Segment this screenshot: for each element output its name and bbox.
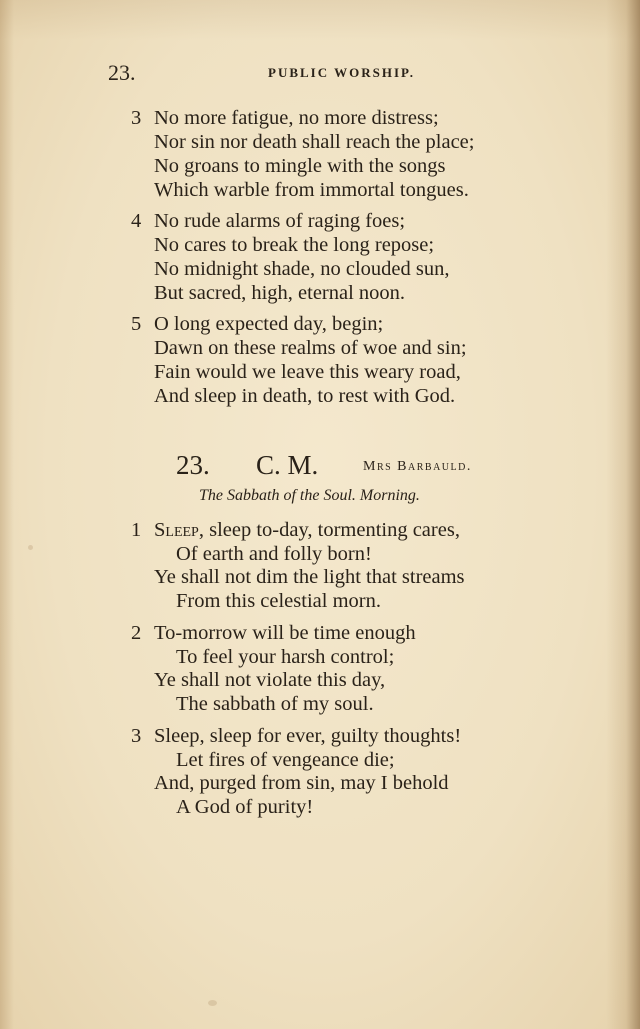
- stanza-number: 5: [131, 313, 142, 335]
- hymn-number: 23.: [176, 450, 210, 480]
- verse-line: Nor sin nor death shall reach the place;: [154, 131, 475, 153]
- verse-line: No midnight shade, no clouded sun,: [154, 258, 450, 280]
- page-number: 23.: [108, 60, 136, 85]
- verse-line: But sacred, high, eternal noon.: [154, 282, 406, 304]
- verse-line: Sleep, sleep for ever, guilty thoughts!: [154, 725, 462, 747]
- verse-line: Dawn on these realms of woe and sin;: [154, 337, 467, 359]
- stanza-number: 4: [131, 210, 142, 232]
- verse-line: From this celestial morn.: [176, 590, 381, 612]
- hymn-subtitle: The Sabbath of the Soul. Morning.: [199, 487, 420, 504]
- stanza-number: 3: [131, 725, 142, 747]
- verse-line: Let fires of vengeance die;: [176, 749, 395, 771]
- verse-line: [154, 518, 460, 542]
- hymn-heading: [0, 450, 640, 484]
- paper-stain: [208, 1000, 217, 1006]
- paper-stain: [28, 545, 33, 550]
- verse-line: To feel your harsh control;: [176, 646, 395, 668]
- page-header: [0, 60, 640, 88]
- verse-line: Of earth and folly born!: [176, 543, 372, 565]
- first-word: Sleep,: [154, 519, 204, 541]
- verse-line: To-morrow will be time enough: [154, 622, 416, 644]
- first-line-rest: sleep to-day, tormenting cares,: [203, 519, 460, 541]
- verse-line: And sleep in death, to rest with God.: [154, 385, 456, 407]
- verse-line: Which warble from immortal tongues.: [154, 179, 469, 201]
- verse-line: The sabbath of my soul.: [176, 693, 374, 715]
- verse-line: No rude alarms of raging foes;: [154, 210, 406, 232]
- verse-line: Ye shall not violate this day,: [154, 669, 386, 691]
- verse-line: No cares to break the long repose;: [154, 234, 435, 256]
- verse-line: No groans to mingle with the songs: [154, 155, 446, 177]
- hymn-meter: C. M.: [256, 450, 319, 480]
- verse-line: And, purged from sin, may I behold: [154, 772, 449, 794]
- verse-line: A God of purity!: [176, 796, 314, 818]
- stanza-number: 2: [131, 622, 142, 644]
- verse-line: Ye shall not dim the light that streams: [154, 566, 465, 588]
- verse-line: Fain would we leave this weary road,: [154, 361, 461, 383]
- stanza-number: 3: [131, 107, 142, 129]
- verse-line: No more fatigue, no more distress;: [154, 107, 439, 129]
- hymn-author: Mrs Barbauld.: [363, 459, 472, 474]
- verse-line: O long expected day, begin;: [154, 313, 384, 335]
- running-title: PUBLIC WORSHIP.: [268, 65, 416, 80]
- stanza-number: 1: [131, 519, 142, 541]
